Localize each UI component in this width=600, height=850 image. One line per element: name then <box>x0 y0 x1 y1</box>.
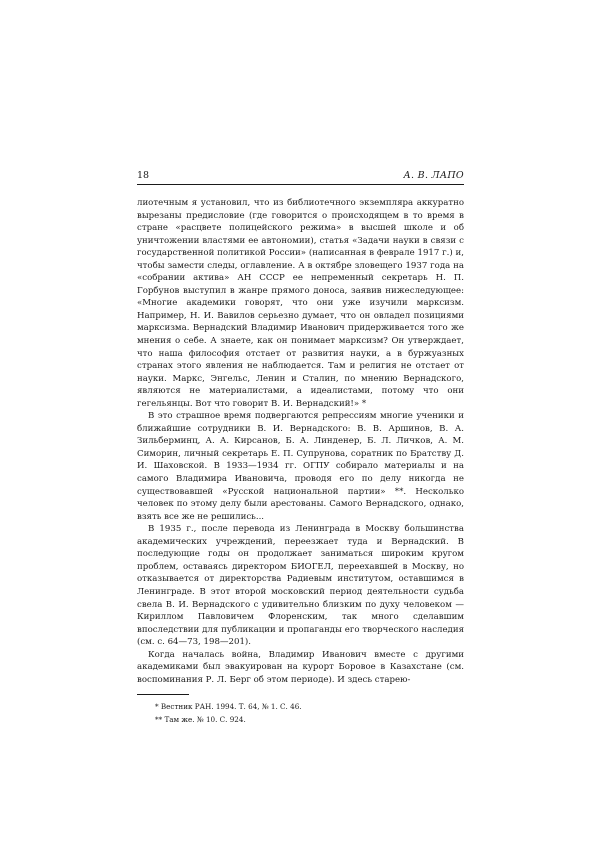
running-header <box>137 170 464 185</box>
footnote: ** Там же. № 10. С. 924. <box>155 714 246 724</box>
paragraph: Когда началась война, Владимир Иванович вместе с другими академиками был эвакуирован на курорт Боровое в Казахстане (см. воспоминания Р. Л. Берг об этом периоде). И здесь старею- <box>137 649 464 685</box>
book-page <box>137 170 464 726</box>
page-number: 18 <box>137 170 150 181</box>
paragraph: В это страшное время подвергаются репрессиям многие ученики и ближайшие сотрудники В. И. Вернадского: В. В. Аршинов, В. А. Зильберминц, А. А. Кирсанов, Б. А. Линденер, Б. Л. Личков, А. М. Симорин, личный секретарь Е. П. Супрунова, соратник по Братству Д. И. Шаховской. В 1933—1934 гг. ОГПУ собирало материалы и на самого Владимира Ивановича, проводя его по делу никогда не существовавшей «Русской национальной партии» **. Несколько человек по этому делу были арестованы. Самого Вернадского, однако, взять все же не решились... <box>137 411 464 522</box>
footnotes <box>137 701 464 726</box>
paragraph: лиотечным я установил, что из библиотечного экземпляра аккуратно вырезаны предисловие (где говорится о происходящем в то время в стране «расцвете полицейского режима» в высшей школе и об уничтожении властями ее автономии), статья «Задачи науки в связи с государственной политикой России» (написанная в феврале 1917 г.) и, чтобы замести следы, оглавление. А в октябре зловещего 1937 года на «собрании актива» АН СССР ее непременный секретарь Н. П. Горбунов выступил в жанре прямого доноса, заявив нижеследующее: «Многие академики говорят, что они уже изучили марксизм. Например, Н. И. Вавилов серьезно думает, что он овладел позициями марксизма. Вернадский Владимир Иванович придерживается того же мнения о себе. А знаете, как он понимает марксизм? Он утверждает, что наша философия отстает от развития науки, а в буржуазных странах этого явления не наблюдается. Там и религия не отстает от науки. Маркс, Энгельс, Ленин и Сталин, по мнению Вернадского, являются не материалистами, а идеалистами, потому что они гегельянцы. Вот что говорит В. И. Вернадский!» * <box>137 198 464 409</box>
footnote: * Вестник РАН. 1994. Т. 64, № 1. С. 46. <box>155 702 302 712</box>
running-head-author: А. В. ЛАПО <box>403 170 464 181</box>
body-text <box>137 197 464 686</box>
paragraph: В 1935 г., после перевода из Ленинграда в Москву большинства академических учреждений, переезжает туда и Вернадский. В последующие годы он продолжает заниматься широким кругом проблем, оставаясь директором БИОГЕЛ, переехавшей в Москву, но отказывается от директорства Радиевым институтом, оставшимся в Ленинграде. В этот второй московский период деятельности судьба свела В. И. Вернадского с удивительно близким по духу человеком — Кириллом Павловичем Флоренским, так много сделавшим впоследствии для публикации и пропаганды его творческого наследия (см. с. 64—73, 198—201). <box>137 524 464 648</box>
footnote-divider <box>137 694 189 695</box>
